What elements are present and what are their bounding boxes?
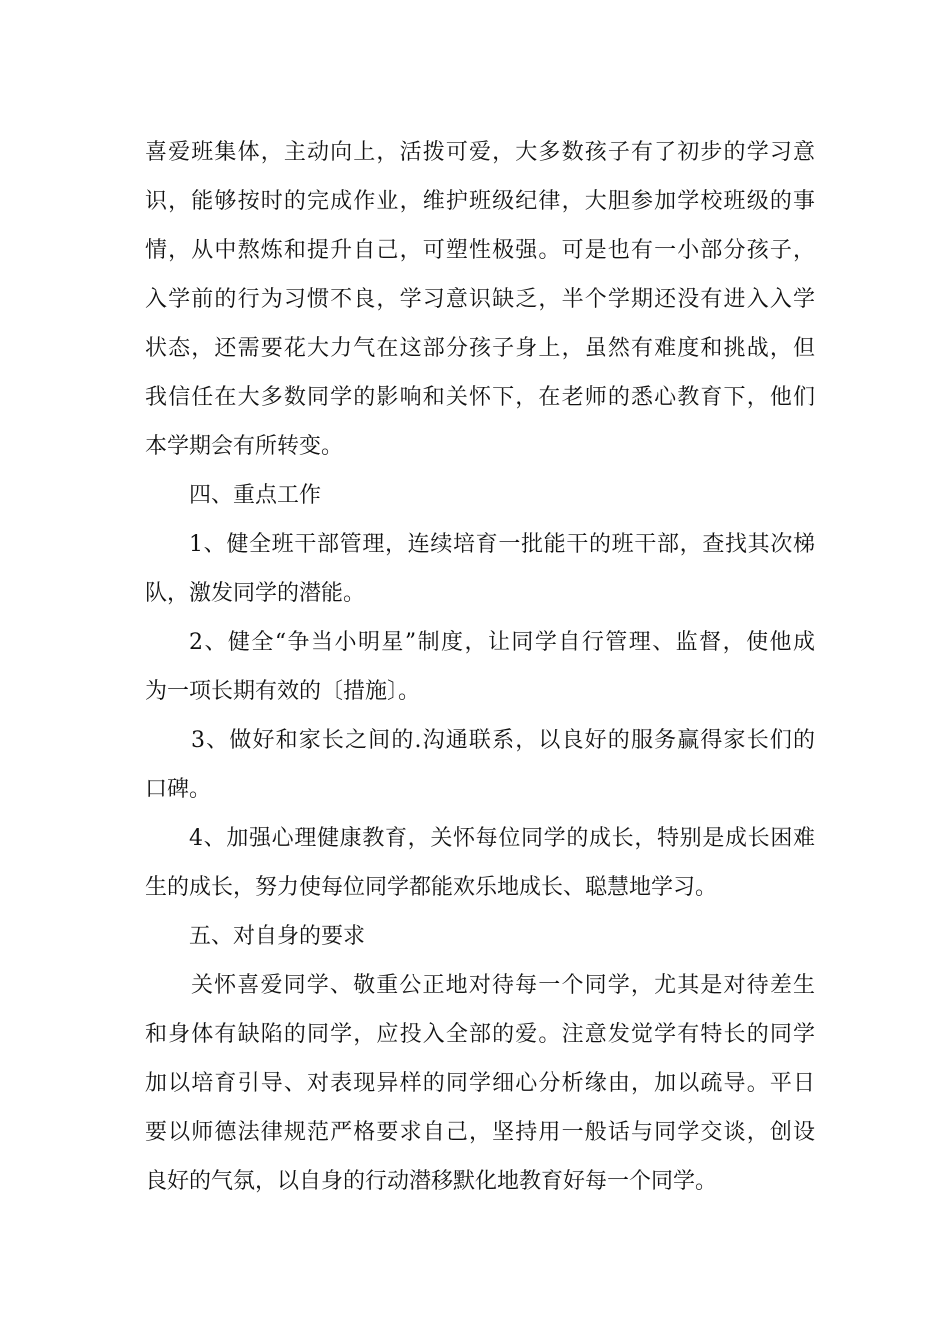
list-item-line: 3、做好和家长之间的.沟通联系，以良好的服务赢得家长们的 <box>191 728 815 753</box>
paragraph-line: 关怀喜爱同学、敬重公正地对待每一个同学，尤其是对待差生 <box>191 973 815 998</box>
paragraph-line: 入学前的行为习惯不良，学习意识缺乏，半个学期还没有进入入学 <box>145 287 815 312</box>
paragraph-line: 识，能够按时的完成作业，维护班级纪律，大胆参加学校班级的事 <box>145 189 815 214</box>
paragraph-line: 喜爱班集体，主动向上，活拨可爱，大多数孩子有了初步的学习意 <box>145 140 815 165</box>
list-item-line: 队，激发同学的潜能。 <box>145 581 366 606</box>
paragraph-line: 要以师德法律规范严格要求自己，坚持用一般话与同学交谈，创设 <box>145 1120 815 1145</box>
paragraph-line: 状态，还需要花大力气在这部分孩子身上，虽然有难度和挑战，但 <box>145 336 815 361</box>
paragraph-line: 情，从中熬炼和提升自己，可塑性极强。可是也有一小部分孩子， <box>145 238 815 263</box>
section-heading: 五、对自身的要求 <box>189 924 366 949</box>
paragraph-line: 我信任在大多数同学的影响和关怀下，在老师的悉心教育下，他们 <box>145 385 815 410</box>
document-body <box>145 128 815 1206</box>
paragraph-line: 加以培育引导、对表现异样的同学细心分析缘由，加以疏导。平日 <box>145 1071 815 1096</box>
paragraph-line: 良好的气氛，以自身的行动潜移默化地教育好每一个同学。 <box>145 1169 718 1194</box>
list-item-line: 生的成长，努力使每位同学都能欢乐地成长、聪慧地学习。 <box>145 875 718 900</box>
paragraph-line: 本学期会有所转变。 <box>145 434 344 459</box>
paragraph-line: 和身体有缺陷的同学，应投入全部的爱。注意发觉学有特长的同学 <box>145 1022 815 1047</box>
list-item-line: 2、健全“争当小明星”制度，让同学自行管理、监督，使他成 <box>189 630 815 655</box>
list-item-line: 4、加强心理健康教育，关怀每位同学的成长，特别是成长困难 <box>189 826 815 851</box>
section-heading: 四、重点工作 <box>189 483 322 508</box>
list-item-line: 1、健全班干部管理，连续培育一批能干的班干部，查找其次梯 <box>189 532 815 557</box>
list-item-line: 口碑。 <box>145 777 212 802</box>
list-item-line: 为一项长期有效的〔措施〕。 <box>145 679 421 704</box>
